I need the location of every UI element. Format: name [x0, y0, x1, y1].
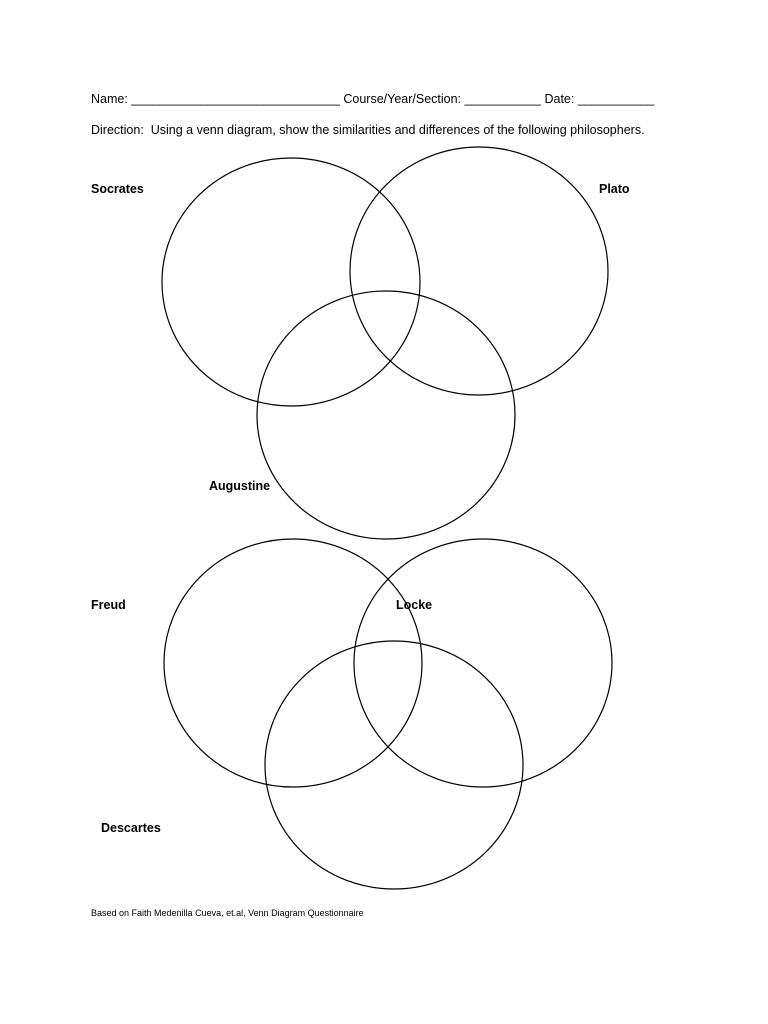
venn-diagram-2 [164, 539, 612, 889]
name-field-blank[interactable]: ______________________________ [131, 92, 340, 106]
venn-circle-freud [164, 539, 422, 787]
label-freud: Freud [91, 598, 126, 612]
venn-circle-plato [350, 147, 608, 395]
venn-circle-locke [354, 539, 612, 787]
direction-label: Direction: [91, 123, 144, 137]
label-socrates: Socrates [91, 182, 144, 196]
label-locke: Locke [396, 598, 433, 612]
venn-circle-augustine [257, 291, 515, 539]
direction-text: Using a venn diagram, show the similarities and differences of the following philosophers. [150, 123, 645, 137]
label-plato: Plato [599, 182, 630, 196]
footer-credit: Based on Faith Medenilla Cueva, et.al, Venn Diagram Questionnaire [91, 908, 364, 918]
venn-circle-descartes [265, 641, 523, 889]
venn-circle-socrates [162, 158, 420, 406]
date-label: Date: [544, 92, 575, 106]
date-field-blank[interactable]: ___________ [577, 92, 655, 106]
label-descartes: Descartes [101, 821, 161, 835]
course-label: Course/Year/Section: [343, 92, 462, 106]
name-label: Name: [91, 92, 128, 106]
course-field-blank[interactable]: ___________ [464, 92, 541, 106]
label-augustine: Augustine [209, 479, 271, 493]
